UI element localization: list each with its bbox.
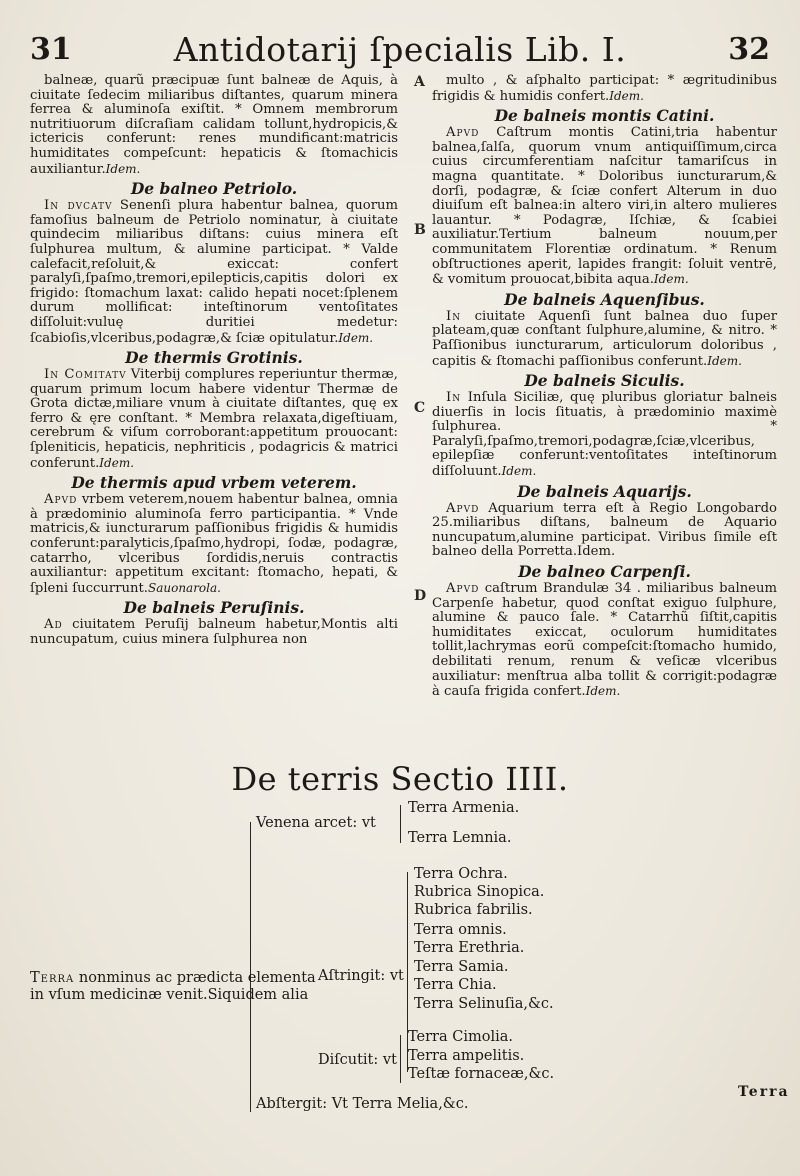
discutit-bracket [400,1035,401,1083]
astringit-item-1: Terra Ochra. [414,866,508,882]
venena-item-1: Terra Armenia. [408,800,520,816]
right-heading: De balneis Aquarijs. [517,481,692,501]
discutit-item-3: Teſtæ fornaceæ,&c. [408,1066,555,1082]
astringit-item-5: Terra Erethria. [414,940,525,956]
discutit-item-2: Terra ampelitis. [408,1048,525,1064]
abstergit-line: Abſtergit: Vt Terra Melia,&c. [256,1096,469,1112]
paragraph-text: Caſtrum montis Catini,tria habentur balnea,ſalſa, quorum vnum antiquiſſimum,circa cuius circumferentiam naſcitur tamariſcus in magna quantitate. * Doloribus iuncturarum,& dorſi, podagræ, & ſciæ confert Alterum in duo diuiſum eſt balnea:in altero viri,in altero mulieres lauantur. * Podagræ, Iſchiæ, & ſcabiei auxiliatur.Tertium balneum nouum,per communitatem Florentiæ ordinatum. * Renum obſtructiones aperit, lapides frangit: ſoluit ventrē, & vomitum prouocat,bibita aqua. [432,125,777,288]
paragraph-text: Inſula Siciliæ, quę pluribus gloriatur balneis diuerſis in locis ſituatis, à prædominio maximè ſulphurea. * Paralyſi,ſpaſmo,tremori,podagræ,ſciæ,vlceribus, epilepſiæ conferunt:ventoſitates inteſtinorum diſſoluunt. [432,390,777,480]
source-citation: Idem. [609,88,644,103]
astringit-item-7: Terra Chia. [414,977,497,993]
right-heading: De balneis Aquenſibus. [504,289,705,309]
paragraph-text: Senenſi plura habentur balnea, quorum famoſius balneum de Petriolo nominatur, à ciuitate quindecim miliaribus diſtans: cuius minera eſt ſulphurea multum, & alumine participat. * Valde calefacit,reſoluit,& exiccat: confert paralyſi,ſpaſmo,tremori,epilepticis,capitis dolori ex frigido: ſtomachum laxat: calido hepati nocet:ſplenem durum mollificat: inteſtinorum ventoſitates diſſoluit:vuluę duritiei medetur: ſcabioſis,vlceribus,podagræ,& ſciæ opitulatur. [30,198,398,346]
paragraph-lead-word: Apvd [446,581,480,597]
source-citation: Idem. [105,161,141,176]
section-intro: Terra nonminus ac prædicta elementa in vſum medicinæ venit.Siquidem alia [30,970,316,1003]
paragraph-lead-word: Apvd [44,492,78,508]
astringit-item-2: Rubrica Sinopica. [414,884,545,900]
main-bracket [250,822,251,1112]
section-title: De terris Sectio IIII. [231,760,569,798]
astringit-item-8: Terra Selinuſia,&c. [414,996,554,1012]
source-citation: Idem. [338,330,374,345]
page-number-right: 32 [728,32,770,67]
left-heading: De balneis Peruſinis. [123,598,305,618]
paragraph-lead-word: In Comitatv [44,367,127,383]
paragraph-text: Viterbij complures reperiuntur thermæ, quarum primum locum habere videntur Thermæ de Grota dictæ,miliare vnum à ciuitate diſtantes, quę ex ferro & ęre conſtant. * Membra relaxata,digeſtiuam, cerebrum & viſum corroborant:appetitum prouocant: ſpleniticis, hepaticis, nephriticis , podagricis & matrici conferunt. [30,367,398,471]
paragraph-text: ciuitatem Peruſij balneum habetur,Montis alti nuncupatum, cuius minera ſulphurea non [30,617,398,647]
paragraph-lead-word: Ad [44,617,63,633]
left-heading: De balneo Petriolo. [130,179,298,199]
margin-letter-a: A [414,74,425,90]
discutit-label: Diſcutit: vt [318,1052,397,1068]
paragraph-text: ciuitate Aquenſi ſunt balnea duo ſuper plateam,quæ conſtant ſulphure,alumine, & nitro. * Paſſionibus iuncturarum, articulorum doloribus , capitis & ſtomachi paſſionibus conferunt. [432,308,777,369]
right-heading: De balneis montis Catini. [494,106,715,126]
catchword: Terra [738,1084,790,1100]
paragraph-lead-word: In [446,308,462,324]
source-citation: Idem. [501,464,537,479]
right-heading: De balneis Siculis. [524,371,685,391]
paragraph-text: multo , & aſphalto participat: * ægritudinibus frigidis & humidis confert. [432,73,777,104]
discutit-item-1: Terra Cimolia. [408,1029,513,1045]
left-heading: De thermis Grotinis. [125,348,303,368]
right-heading: De balneo Carpenſi. [518,562,691,582]
left-heading: De thermis apud vrbem veterem. [71,473,357,493]
paragraph-lead-word: In [446,390,462,406]
paragraph-text: balneæ, quarũ præcipuæ ſunt balneæ de Aquis, à ciuitate ſedecim miliaribus diſtantes, quarum minera ferrea & aluminoſa exiſtit. * Omnem membrorum nutritiuorum diſcraſiam calidam tollunt,hydropicis,& ictericis conferunt: renes mundificant:matricis humiditates compeſcunt: hepaticis & ſtomachicis auxiliantur. [30,73,398,177]
astringit-item-3: Rubrica fabrilis. [414,902,533,918]
source-citation: Idem. [707,353,742,368]
astringit-item-4: Terra omnis. [414,922,507,938]
running-title: Antidotarij ſpecialis Lib. I. [173,30,627,69]
margin-letter-b: B [414,222,426,238]
venena-label: Venena arcet: vt [256,815,376,831]
source-citation: Sauonarola. [147,580,221,595]
paragraph-text: caſtrum Brandulæ 34 . miliaribus balneum Carpenſe habetur, quod conſtat exiguo ſulphure, alumine & pauco ſale. * Catarrhũ ſiſtit,capitis humiditates exiccat, oculorum humiditates tollit,lachrymas eorũ compeſcit:ſtomacho humido, debilitati renum, renum & veſicæ vlceribus auxiliatur: menſtrua alba tollit & corrigit:podagræ à cauſa frigida confert. [432,581,777,700]
margin-letter-d: D [414,588,427,604]
page-number-left: 31 [30,32,72,67]
source-citation: Idem. [99,455,135,470]
astringit-label: Aſtringit: vt [318,968,404,984]
paragraph-lead-word: Apvd [446,500,480,516]
source-citation: Idem. [653,272,689,287]
venena-item-2: Terra Lemnia. [408,830,512,846]
astringit-item-6: Terra Samia. [414,959,509,975]
paragraph-text: vrbem veterem,nouem habentur balnea, omnia à prædominio aluminoſa ferro participantia. * Vnde matricis,& iuncturarum paſſionibus frigidis & humidis conferunt:paralyticis,ſpaſmo,hydropi, ſodæ, podagræ, catarrho, vlceribus ſordidis,neruis contractis auxiliantur: appetitum excitant: ſtomacho, hepati, & ſpleni ſuccurrunt. [30,492,398,596]
paragraph-lead-word: In dvcatv [44,198,113,214]
venena-bracket [400,805,401,843]
paragraph-lead-word: Apvd [446,125,480,141]
source-citation: Idem. [585,684,621,699]
margin-letter-c: C [414,400,426,416]
paragraph-text: Aquarium terra eſt à Regio Longobardo 25.miliaribus diſtans, balneum de Aquario nuncupatum,alumine participat. Viribus ſimile eſt balneo della Porretta.Idem. [432,500,777,560]
